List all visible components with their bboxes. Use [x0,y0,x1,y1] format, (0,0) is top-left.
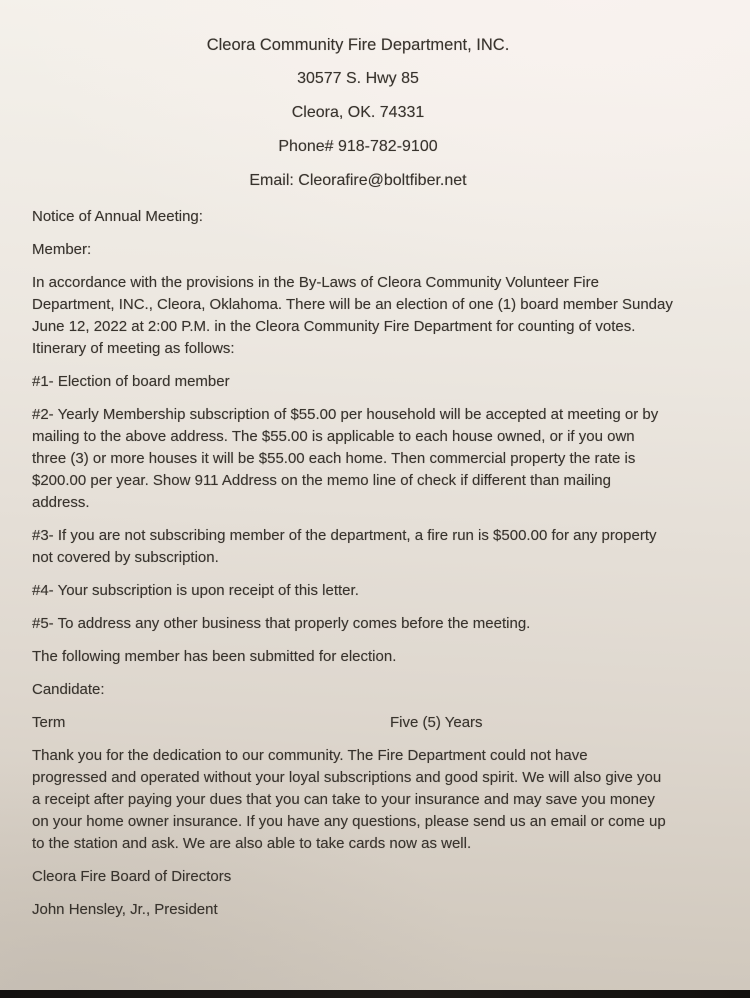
salutation: Member: [32,241,92,258]
agenda-item-2-line: $200.00 per year. Show 911 Address on the memo line of check if different than mailing [32,472,611,489]
term-row [32,712,714,734]
street-address: 30577 S. Hwy 85 [297,70,419,87]
intro-line: Department, INC., Cleora, Oklahoma. There will be an election of one (1) board member Sunday [32,296,673,313]
signature-name: John Hensley, Jr., President [32,901,218,918]
term-value: Five (5) Years [390,714,483,731]
signature-org: Cleora Fire Board of Directors [32,868,232,885]
agenda-item-3-line: not covered by subscription. [32,549,219,566]
agenda-item-2-line: mailing to the above address. The $55.00 is applicable to each house owned, or if you own [32,428,635,445]
agenda-item-2-line: three (3) or more houses it will be $55.00 each home. Then commercial property the rate is [32,450,636,467]
email-address: Email: Cleorafire@boltfiber.net [249,172,467,189]
agenda-item-1: #1- Election of board member [32,373,230,390]
term-label: Term [32,714,66,731]
intro-line: In accordance with the provisions in the By-Laws of Cleora Community Volunteer Fire [32,274,599,291]
letter-body [32,206,714,921]
election-note: The following member has been submitted for election. [32,648,397,665]
agenda-item-2 [32,404,714,514]
closing-line: a receipt after paying your dues that you can take to your insurance and may save you money [32,791,655,808]
agenda-item-2-line: #2- Yearly Membership subscription of $55.00 per household will be accepted at meeting or by [32,406,659,423]
agenda-item-4: #4- Your subscription is upon receipt of this letter. [32,582,359,599]
intro-line: Itinerary of meeting as follows: [32,340,235,357]
agenda-item-5: #5- To address any other business that properly comes before the meeting. [32,615,531,632]
closing-line: on your home owner insurance. If you have any questions, please send us an email or come up [32,813,666,830]
candidate-label: Candidate: [32,681,105,698]
agenda-item-3 [32,525,714,569]
notice-title: Notice of Annual Meeting: [32,208,203,225]
closing-line: Thank you for the dedication to our community. The Fire Department could not have [32,747,588,764]
letterhead [17,28,699,198]
table-surface-edge [0,990,750,998]
intro-line: June 12, 2022 at 2:00 P.M. in the Cleora Community Fire Department for counting of votes. [32,318,636,335]
closing-paragraph [32,745,714,855]
phone-number: Phone# 918-782-9100 [278,138,438,155]
city-state-zip: Cleora, OK. 74331 [291,104,425,121]
agenda-item-3-line: #3- If you are not subscribing member of the department, a fire run is $500.00 for any property [32,527,657,544]
intro-paragraph [32,272,714,360]
agenda-item-2-line: address. [32,494,90,511]
org-name: Cleora Community Fire Department, INC. [206,36,510,54]
closing-line: progressed and operated without your loyal subscriptions and good spirit. We will also give you [32,769,662,786]
closing-line: to the station and ask. We are also able to take cards now as well. [32,835,472,852]
